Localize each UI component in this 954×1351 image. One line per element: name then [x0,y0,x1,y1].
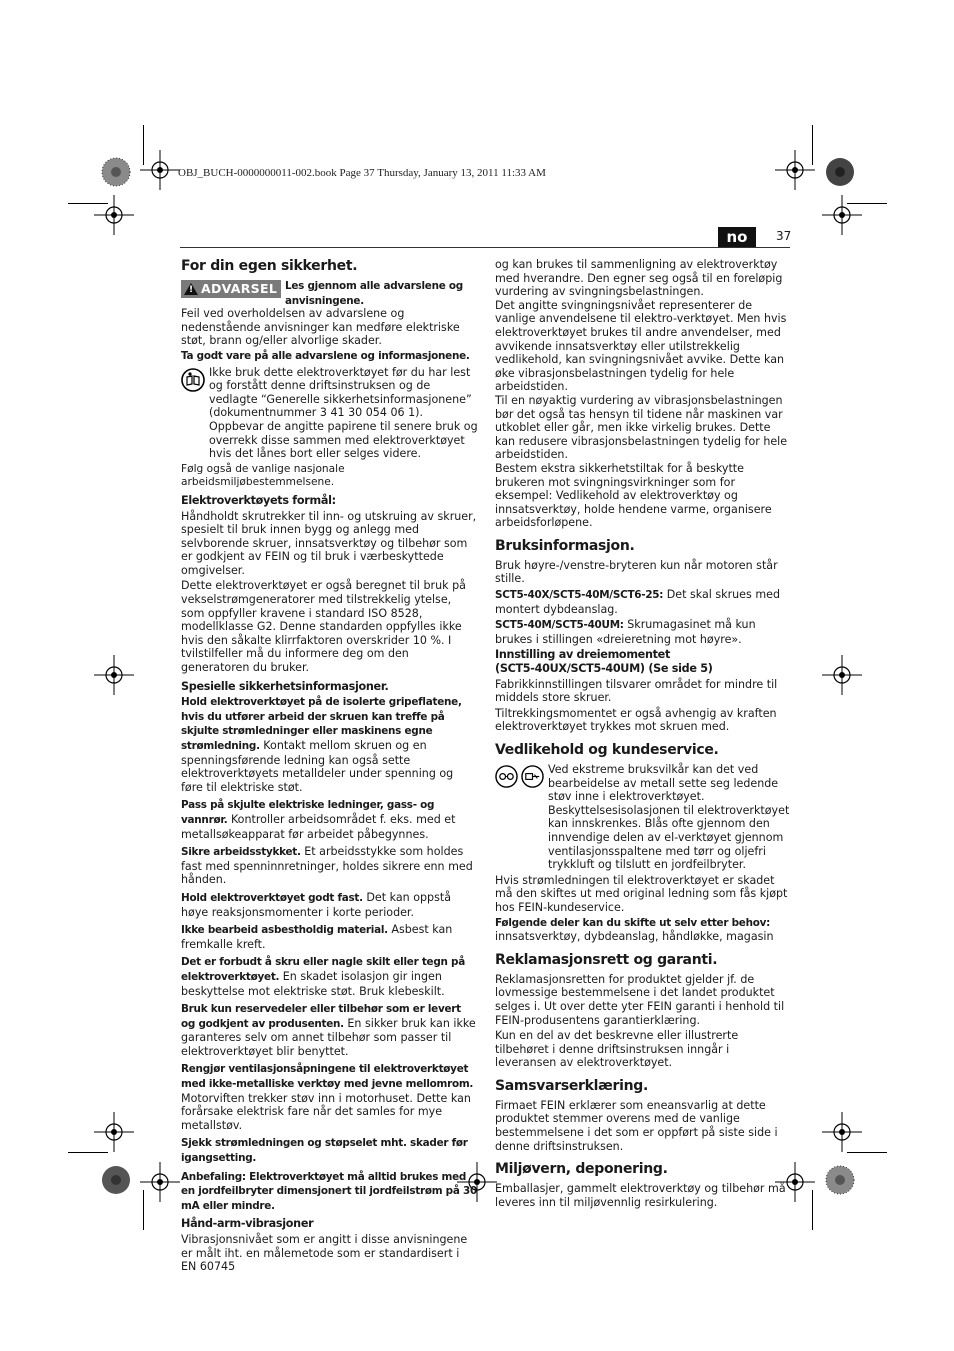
right-column [495,258,792,1211]
safety-item-bold: Bruk kun reservedeler eller tilbehør som er levert og godkjent av produsenten. [181,1003,461,1030]
safety-item-text: En skadet isolasjon gir ingen beskyttelse mot elektriske støt. Bruk klebeskilt. [181,969,445,998]
conformity-text: Firmaet FEIN erklærer som eneansvarlig at dette produktet stemmer overens med de vanlige bestemmelsene i det som er oppført på siste side i denne driftsinstruksen. [495,1098,778,1153]
maintenance-notice [495,763,792,874]
crop-line [68,1152,108,1153]
safety-list [181,695,478,1213]
registration-mark-icon [140,1162,180,1202]
model-label: SCT5-40X/SCT5-40M/SCT6-25: [495,589,664,602]
safety-item-bold: Ikke bearbeid asbestholdig material. [181,924,388,937]
vibration-text: Vibrasjonsnivået som er angitt i disse anvisningene er målt iht. en målemetode som er standardisert i EN 60745 [181,1233,468,1274]
registration-mark-icon [822,1112,862,1152]
maintenance-text-2: Hvis strømledningen til elektroverktøyet er skadet må den skiftes ut med original ledning som fås kjøpt hos FEIN-kundeservice. [495,873,788,914]
maintenance-icons [495,765,544,874]
special-heading: Spesielle sikkerhetsinformasjoner. [181,679,389,693]
use-heading: Bruksinformasjon. [495,537,635,554]
warning-badge [181,280,281,298]
file-info-header: OBJ_BUCH-0000000011-002.book Page 37 Thursday, January 13, 2011 11:33 AM [178,167,546,179]
maintenance-text-1: Ved ekstreme bruksvilkår kan det ved bearbeidelse av metall sette seg ledende støv inne i elektroverktøyet. Beskyttelsesisolasjonen til elektroverktøyet kan innskrenkes. Blås ofte gjennom den innvendige delen av el-verktøyet gjennom ventilasjonsspaltene med tørr og oljefri trykkluft og tilslutt en jordfeilbryter. [548,763,790,872]
registration-mark-icon [94,1112,134,1152]
safety-item-text: Asbest kan fremkalle kreft. [181,923,453,951]
national-rules: Følg også de vanlige nasjonale arbeidsmiljøbestemmelsene. [181,462,345,489]
safety-item [181,891,478,919]
parts-heading: Følgende deler kan du skifte ut selv etter behov: [495,916,771,929]
crop-line [847,203,887,204]
crop-line [812,125,813,165]
model-note-text: Det skal skrues med montert dybdeanslag. [495,588,780,616]
environment-text: Emballasjer, gammelt elektroverktøy og tilbehør må leveres inn til miljøvennlig resirkulering. [495,1182,786,1209]
parts-list: innsatsverktøy, dybdeanslag, håndløkke, magasin [495,930,774,944]
safety-item-bold: Rengjør ventilasjonsåpningene til elektroverktøyet med ikke-metalliske verktøy med jevne mellomrom. [181,1063,474,1091]
keep-instructions: Ta godt vare på alle advarslene og informasjonene. [181,349,470,362]
warning-block [181,279,478,308]
safety-item [181,1136,478,1165]
color-target-icon [825,1165,855,1195]
use-text-1: Bruk høyre-/venstre-bryteren kun når motoren står stille. [495,558,778,586]
purpose-heading: Elektroverktøyets formål: [181,493,336,507]
safety-item-text: En sikker bruk kan ikke garanteres selv om annet tilbehør som passer til elektroverktøyet blir benyttet. [181,1016,476,1058]
crop-line [812,1190,813,1230]
registration-mark-icon [94,195,134,235]
crop-line [143,125,144,165]
purpose-text-2: Dette elektroverktøyet er også beregnet til bruk på vekselstrømgeneratorer med tilstrekkelig ytelse, som oppfyller kravene i standard ISO 8528, modellklasse G2. Denne standarden oppfylles ikke hvis den såkalte klirrfaktoren overskrider 10 %. I tvilstilfeller må du informere deg om den generatoren du bruker. [181,579,466,675]
color-target-icon [101,157,131,187]
safety-item [181,1170,478,1214]
registration-mark-icon [822,195,862,235]
read-manual-icon [181,368,205,392]
crop-line [847,1152,887,1153]
registration-mark-icon [822,655,862,695]
warning-intro [285,279,478,308]
purpose-text-1: Håndholdt skrutrekker til inn- og utskruing av skruer, spesielt til bruk innen bygg og anlegg med selvborende skruer, innsatsverktøy og tilbehør som er godkjent av FEIN og til bruk i værbeskyttede omgivelser. [181,509,477,577]
section-heading: For din egen sikkerhet. [181,258,358,274]
model-label: SCT5-40M/SCT5-40UM: [495,619,624,632]
color-target-icon [101,1165,131,1195]
vibration-text-4: Bestem ekstra sikkerhetstiltak for å beskytte brukeren mot svingningsvirkninger som for eksempel: Vedlikehold av elektroverktøy og innsatsverktøy, holde hendene varme, organisere arbeidsforløpene. [495,461,772,530]
safety-item [181,923,478,951]
safety-item-bold: Anbefaling: Elektroverktøyet må alltid brukes med en jordfeilbryter dimensjonert til jordfeilstrøm på 30 mA eller mindre. [181,1170,477,1212]
safety-item-text: Kontroller arbeidsområdet f. eks. med et metallsøkeapparat før arbeidet påbegynnes. [181,812,456,841]
safety-item-bold: Pass på skjulte elektriske ledninger, gass- og vannrør. [181,799,435,826]
manual-notice-text: Ikke bruk dette elektroverktøyet før du har lest og forstått denne driftsinstruksen og de vedlagte “Generelle sikkerhetsinformasjonene” (dokumentnummer 3 41 30 054 06 1). Oppbevar de angitte papirene til senere bruk og overrekk disse sammen med elektroverktøyet hvis det lånes bort eller selges videre. [209,365,478,461]
vibration-heading: Hånd-arm-vibrasjoner [181,1217,314,1231]
safety-item-text: Kontakt mellom skruen og en spenningsførende ledning kan også sette elektroverktøyets metalldeler under spenning og føre til elektriske støt. [181,739,454,794]
header-rule [180,247,790,248]
safety-item [181,798,478,841]
torque-heading-line-1: Innstilling av dreiemomentet [495,648,671,662]
safety-item-bold: Sjekk strømledningen og støpselet mht. skader før igangsetting. [181,1137,468,1165]
safety-item-bold: Hold elektroverktøyet godt fast. [181,891,363,904]
vibration-text-3: Til en nøyaktig vurdering av vibrasjonsbelastningen bør det også tas hensyn til tidene når maskinen var utkoblet eller går, men ikke virkelig brukes. Dette kan redusere vibrasjonsbelastningen tydelig for hele arbeidstiden. [495,393,788,462]
warning-label: ADVARSEL [201,281,278,297]
manual-notice [181,366,478,463]
unplug-icon [521,765,544,788]
conformity-heading: Samsvarserklæring. [495,1077,649,1094]
registration-mark-icon [140,150,180,190]
crop-line [143,1190,144,1230]
warning-triangle-icon: ! [184,283,198,295]
left-column [181,258,478,1276]
environment-heading: Miljøvern, deponering. [495,1161,668,1178]
torque-text-1: Fabrikkinnstillingen tilsvarer området for mindre til middels store skruer. [495,677,778,705]
color-target-icon [825,157,855,187]
torque-text-2: Tiltrekkingsmomentet er også avhengig av kraften elektroverktøyet trykkes mot skruen med. [495,706,777,734]
vibration-text-cont: og kan brukes til sammenligning av elektroverktøy med hverandre. Den egner seg også til en foreløpig vurdering av svingningsbelastningen. [495,258,783,299]
warranty-text-2: Kun en del av det beskrevne eller illustrerte tilbehøret i denne driftsinstruksen inngår i leveransen av elektroverktøyet. [495,1029,739,1070]
torque-heading-line-2: (SCT5-40UX/SCT5-40UM) (Se side 5) [495,662,713,676]
crop-line [68,203,108,204]
protective-glasses-icon [495,765,518,788]
safety-item-text: Det kan oppstå høye reaksjonsmomenter i korte perioder. [181,890,451,919]
use-model-note-1 [495,588,792,616]
safety-item-text: Motorviften trekker støv inn i motorhuset. Dette kan forårsake elektrisk fare når det samles for mye metallstøv. [181,1091,471,1132]
safety-item-bold: Sikre arbeidsstykket. [181,846,301,859]
safety-item [181,955,478,998]
safety-item [181,695,478,794]
model-note-text: Skrumagasinet må kun brukes i stillingen «dreieretning mot høyre». [495,618,756,646]
safety-item-bold: Det er forbudt å skru eller nagle skilt eller tegn på elektroverktøyet. [181,956,466,983]
page-number: 37 [776,229,792,243]
torque-heading [495,648,792,675]
maintenance-heading: Vedlikehold og kundeservice. [495,742,719,758]
use-model-note-2 [495,618,792,646]
registration-mark-icon [94,655,134,695]
warranty-heading: Reklamasjonsrett og garanti. [495,951,718,968]
warning-body: Feil ved overholdelsen av advarslene og nedenstående anvisninger kan medføre elektriske støt, brann og/eller alvorlige skader. [181,307,460,348]
safety-item-bold: Hold elektroverktøyet på de isolerte gripeflatene, hvis du utfører arbeid der skruen kan treffe på skjulte strømledninger eller maskinens egne strømledning. [181,696,462,752]
warranty-text-1: Reklamasjonsretten for produktet gjelder jf. de lovmessige bestemmelsene i det landet produktet selges i. Ut over dette yter FEIN garanti i henhold til FEIN-produsentens garantierklæring. [495,972,785,1027]
warning-bold-text: Les gjennom alle advarslene og anvisningene. [285,280,463,307]
safety-item [181,845,478,887]
safety-item-text: Et arbeidsstykke som holdes fast med spenninnretninger, holdes sikrere enn med hånden. [181,845,473,887]
vibration-text-2: Det angitte svingningsnivået representerer de vanlige anvendelsene til elektro-verktøyet. Men hvis elektroverktøyet brukes til andre anvendelser, med avvikende innsatsverktøy eller utilstrekkelig vedlikehold, kan svingningsnivået avvike. Dette kan øke vibrasjonsbelastningen tydelig for hele arbeidstiden. [495,298,787,394]
safety-item [181,1062,478,1132]
language-badge: no [718,227,756,247]
registration-mark-icon [775,150,815,190]
safety-item [181,1002,478,1058]
